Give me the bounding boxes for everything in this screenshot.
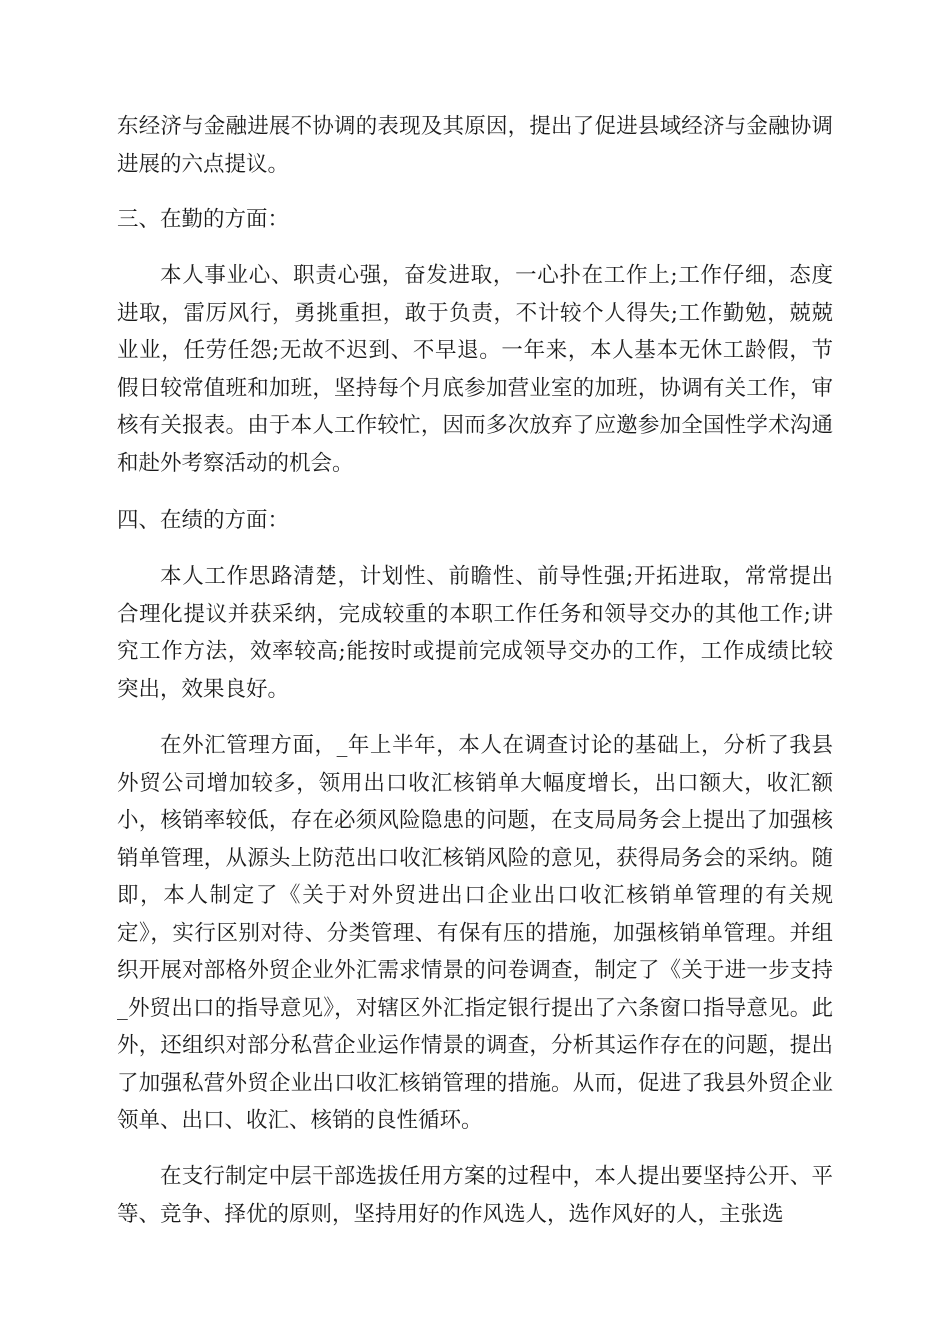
- paragraph-conclusion: 东经济与金融进展不协调的表现及其原因，提出了促进县域经济与金融协调进展的六点提议。: [117, 114, 833, 177]
- section-heading-diligence: 三、在勤的方面：: [117, 207, 290, 232]
- paragraph-cadre-selection: 在支行制定中层干部选拔任用方案的过程中，本人提出要坚持公开、平等、竞争、择优的原则，坚持用好的作风选人，选作风好的人，主张选: [117, 1164, 833, 1227]
- paragraph-diligence: 本人事业心、职责心强，奋发进取，一心扑在工作上;工作仔细，态度进取，雷厉风行，勇挑重担，敢于负责，不计较个人得失;工作勤勉，兢兢业业，任劳任怨;无故不迟到、不早退。一年来，本人基本无休工龄假，节假日较常值班和加班，坚持每个月底参加营业室的加班，协调有关工作，审核有关报表。由于本人工作较忙，因而多次放弃了应邀参加全国性学术沟通和赴外考察活动的机会。: [117, 263, 833, 476]
- paragraph-performance-summary: 本人工作思路清楚，计划性、前瞻性、前导性强;开拓进取，常常提出合理化提议并获采纳，完成较重的本职工作任务和领导交办的其他工作;讲究工作方法，效率较高;能按时或提前完成领导交办的工作，工作成绩比较突出，效果良好。: [117, 564, 833, 702]
- paragraph-forex-management: 在外汇管理方面，_年上半年，本人在调查讨论的基础上，分析了我县外贸公司增加较多，领用出口收汇核销单大幅度增长，出口额大，收汇额小，核销率较低，存在必须风险隐患的问题，在支局局务会上提出了加强核销单管理，从源头上防范出口收汇核销风险的意见，获得局务会的采纳。随即，本人制定了《关于对外贸进出口企业出口收汇核销单管理的有关规定》，实行区别对待、分类管理、有保有压的措施，加强核销单管理。并组织开展对部格外贸企业外汇需求情景的问卷调查，制定了《关于进一步支持_外贸出口的指导意见》，对辖区外汇指定银行提出了六条窗口指导意见。此外，还组织对部分私营企业运作情景的调查，分析其运作存在的问题，提出了加强私营外贸企业出口收汇核销管理的措施。从而，促进了我县外贸企业领单、出口、收汇、核销的良性循环。: [117, 733, 833, 1133]
- section-heading-performance: 四、在绩的方面：: [117, 508, 290, 533]
